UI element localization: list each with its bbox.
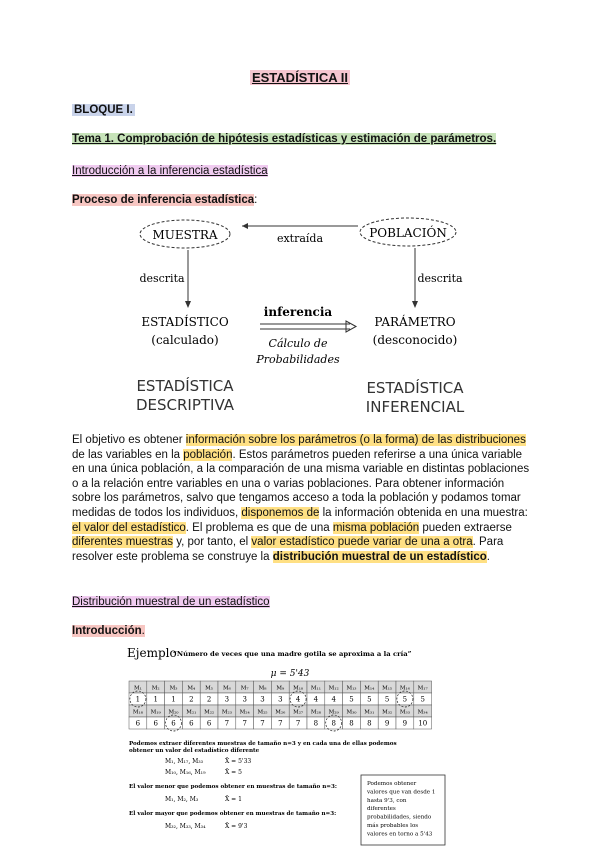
table-cell-text: 6 (206, 719, 212, 728)
statistic-label: ESTADÍSTICO (141, 315, 229, 329)
table-cell-text: 3 (242, 695, 247, 704)
text-1: Podemos extraer diferentes muestras de tamaño n=3 y en cada una de ellas podemos (129, 741, 397, 747)
table-cell-text: M₃ (169, 685, 178, 692)
table-cell-text: 7 (260, 719, 265, 728)
calc-prob-2: Probabilidades (256, 353, 340, 366)
table-cell-text: 5 (367, 695, 372, 704)
table-cell-text: M₇ (240, 685, 249, 692)
table-cell-text: M₁₁ (310, 685, 321, 692)
table-cell-text: M₁₂ (328, 685, 339, 692)
table-cell-text: 6 (189, 719, 194, 728)
table-cell-text: 1 (135, 695, 141, 704)
calc-prob-1: Cálculo de (268, 337, 328, 350)
table-cell-text: 3 (260, 695, 265, 704)
inference-arrow (346, 321, 356, 332)
table-cell-text: 4 (331, 695, 336, 704)
table-cell-text: 8 (367, 719, 372, 728)
table-cell-text: M₂₁ (186, 709, 197, 716)
table-cell-text: 4 (313, 695, 319, 704)
table-cell-text: M₁₃ (346, 685, 357, 692)
table-cell-text: M₅ (205, 685, 214, 692)
table-cell-text: 4 (295, 695, 301, 704)
inference-label: inferencia (263, 305, 333, 319)
table-cell-text: 6 (171, 719, 176, 728)
table-cell-text: M₁₉ (150, 709, 161, 716)
parameter-label: PARÁMETRO (374, 315, 456, 329)
table-cell-text: 6 (135, 719, 141, 728)
calculated-label: (calculado) (151, 333, 219, 347)
table-cell-text: 7 (295, 719, 301, 728)
table-cell-text: 9 (402, 719, 408, 728)
population-mean: μ = 5'43 (270, 669, 310, 679)
block-heading: BLOQUE I. (74, 104, 133, 116)
table-cell-text: 9 (384, 719, 390, 728)
table-cell-text: M₁₆ (399, 685, 410, 692)
table-cell-text: M₂₃ (221, 709, 232, 716)
table-cell-text: 8 (349, 719, 354, 728)
table-cell-text: M₁ (133, 685, 142, 692)
table-cell-text: M₁₈ (132, 709, 143, 716)
sample-4: M₃₂, M₃₃, M₃₄ (165, 823, 206, 830)
note-line: valores en torno a 5'43 (367, 831, 433, 838)
data-table (129, 681, 432, 731)
table-cell-text: 5 (402, 695, 408, 704)
note-line: Podemos obtener (367, 781, 417, 787)
page-title: ESTADÍSTICA II (251, 70, 349, 85)
table-cell-text: M₆ (222, 685, 231, 692)
table-cell-text: 7 (224, 719, 230, 728)
table-cell-text: 3 (224, 695, 230, 704)
table-cell-text: 10 (418, 719, 428, 728)
table-cell-text: M₁₅ (382, 685, 393, 692)
note-line: valores que van desde 1 (367, 789, 436, 796)
descriptive-1: ESTADÍSTICA (136, 377, 234, 395)
table-cell-text: M₃₀ (346, 709, 357, 716)
described-right: descrita (417, 272, 463, 285)
table-cell-text: M₁₀ (293, 685, 304, 692)
sample-2: M₁₀, M₁₆, M₁₉ (165, 769, 206, 776)
note-line: más probables los (367, 823, 419, 829)
introduction-heading: Introducción. (72, 625, 145, 637)
table-cell-text: 8 (313, 719, 319, 728)
table-cell-text: M₂₈ (310, 709, 321, 716)
example-label: Ejemplo (127, 646, 177, 660)
table-cell-text: 5 (384, 695, 390, 704)
inferential-2: INFERENCIAL (365, 398, 465, 416)
text-4: El valor mayor que podemos obtener en muestras de tamaño n=3: (129, 811, 337, 817)
table-cell-text: M₂₇ (293, 709, 304, 716)
inference-diagram (110, 212, 490, 422)
process-heading: Proceso de inferencia estadística: (72, 194, 258, 206)
text-3: El valor menor que podemos obtener en muestras de tamaño n=3: (129, 784, 337, 790)
inferential-1: ESTADÍSTICA (366, 379, 464, 397)
sample-3-result: X̄ = 1 (225, 796, 242, 803)
table-cell-text: M₂₆ (275, 709, 286, 716)
table-cell-text: M₂₀ (168, 709, 179, 716)
table-cell-text: 7 (278, 719, 283, 728)
described-left: descrita (139, 272, 185, 285)
table-cell-text: 2 (206, 695, 212, 704)
sample-1-result: X̄ = 5'33 (225, 758, 252, 765)
sample-3: M₁, M₂, M₃ (165, 796, 199, 803)
table-cell-text: 1 (171, 695, 176, 704)
sample-label: MUESTRA (152, 228, 218, 242)
descriptive-2: DESCRIPTIVA (135, 396, 235, 414)
table-cell-text: M₂₅ (257, 709, 268, 716)
table-cell-text: 6 (153, 719, 158, 728)
text-2: obtener un valor del estadístico diferente (129, 748, 260, 754)
table-cell-text: 8 (331, 719, 336, 728)
table-cell-text: M₈ (258, 685, 267, 692)
body-paragraph: El objetivo es obtener información sobre los parámetros (o la forma) de las distribuciones de las variables en la población. Estos parámetros pueden referirse a una única variable en una única población, a la comparación de una misma variable en distintas poblaciones o a la relación entre variables en una o varias poblaciones. Para obtener información sobre los parámetros, salvo que tengamos acceso a toda la población y podamos tomar medidas de todos los individuos, disponemos de la información obtenida en una muestra: el valor del estadístico. El problema es que de una misma población pueden extraerse diferentes muestras y, por tanto, el valor estadístico puede variar de una a otra. Para resolver este problema se construye la distribución muestral de un estadístico. (72, 434, 530, 563)
table-cell-text: M₂₉ (328, 709, 339, 716)
table-cell-text: M₁₇ (417, 685, 428, 692)
table-cell-text: M₃₂ (382, 709, 393, 716)
sample-2-result: X̄ = 5 (225, 769, 242, 776)
sample-1: M₁, M₁₇, M₃₃ (165, 758, 204, 765)
intro-heading: Introducción a la inferencia estadística (72, 165, 268, 177)
table-cell-text: M₃₃ (399, 709, 410, 716)
table-cell-text: M₂ (151, 685, 160, 692)
example-caption: “Número de veces que una madre gotila se aproxima a la cría” (173, 650, 412, 658)
note-line: hasta 9'3, con (367, 797, 407, 804)
unknown-label: (desconocido) (372, 333, 458, 347)
example-figure (125, 645, 455, 848)
table-cell-text: 1 (153, 695, 158, 704)
table-cell-text: 2 (189, 695, 194, 704)
table-cell-text: M₂₄ (239, 709, 250, 716)
sampling-distribution-heading: Distribución muestral de un estadístico (72, 596, 270, 608)
table-cell-text: M₉ (276, 685, 285, 692)
extracted-label: extraída (276, 232, 324, 245)
table-cell-text: 5 (420, 695, 425, 704)
note-line: diferentes (367, 806, 396, 813)
note-line: probabilidades, siendo (367, 814, 432, 821)
table-cell-text: M₃₄ (417, 709, 428, 716)
population-label: POBLACIÓN (369, 226, 447, 240)
topic-heading: Tema 1. Comprobación de hipótesis estadísticas y estimación de parámetros. (72, 133, 497, 145)
sample-4-result: X̄ = 9'3 (225, 823, 248, 830)
table-cell-text: 3 (278, 695, 283, 704)
table-cell-text: M₃₁ (364, 709, 375, 716)
table-cell-text: M₁₄ (364, 685, 375, 692)
table-cell-text: 7 (242, 719, 247, 728)
table-cell-text: M₂₂ (204, 709, 215, 716)
note-text (366, 781, 435, 837)
table-cell-text: 5 (349, 695, 354, 704)
table-cell-text: M₄ (187, 685, 196, 692)
